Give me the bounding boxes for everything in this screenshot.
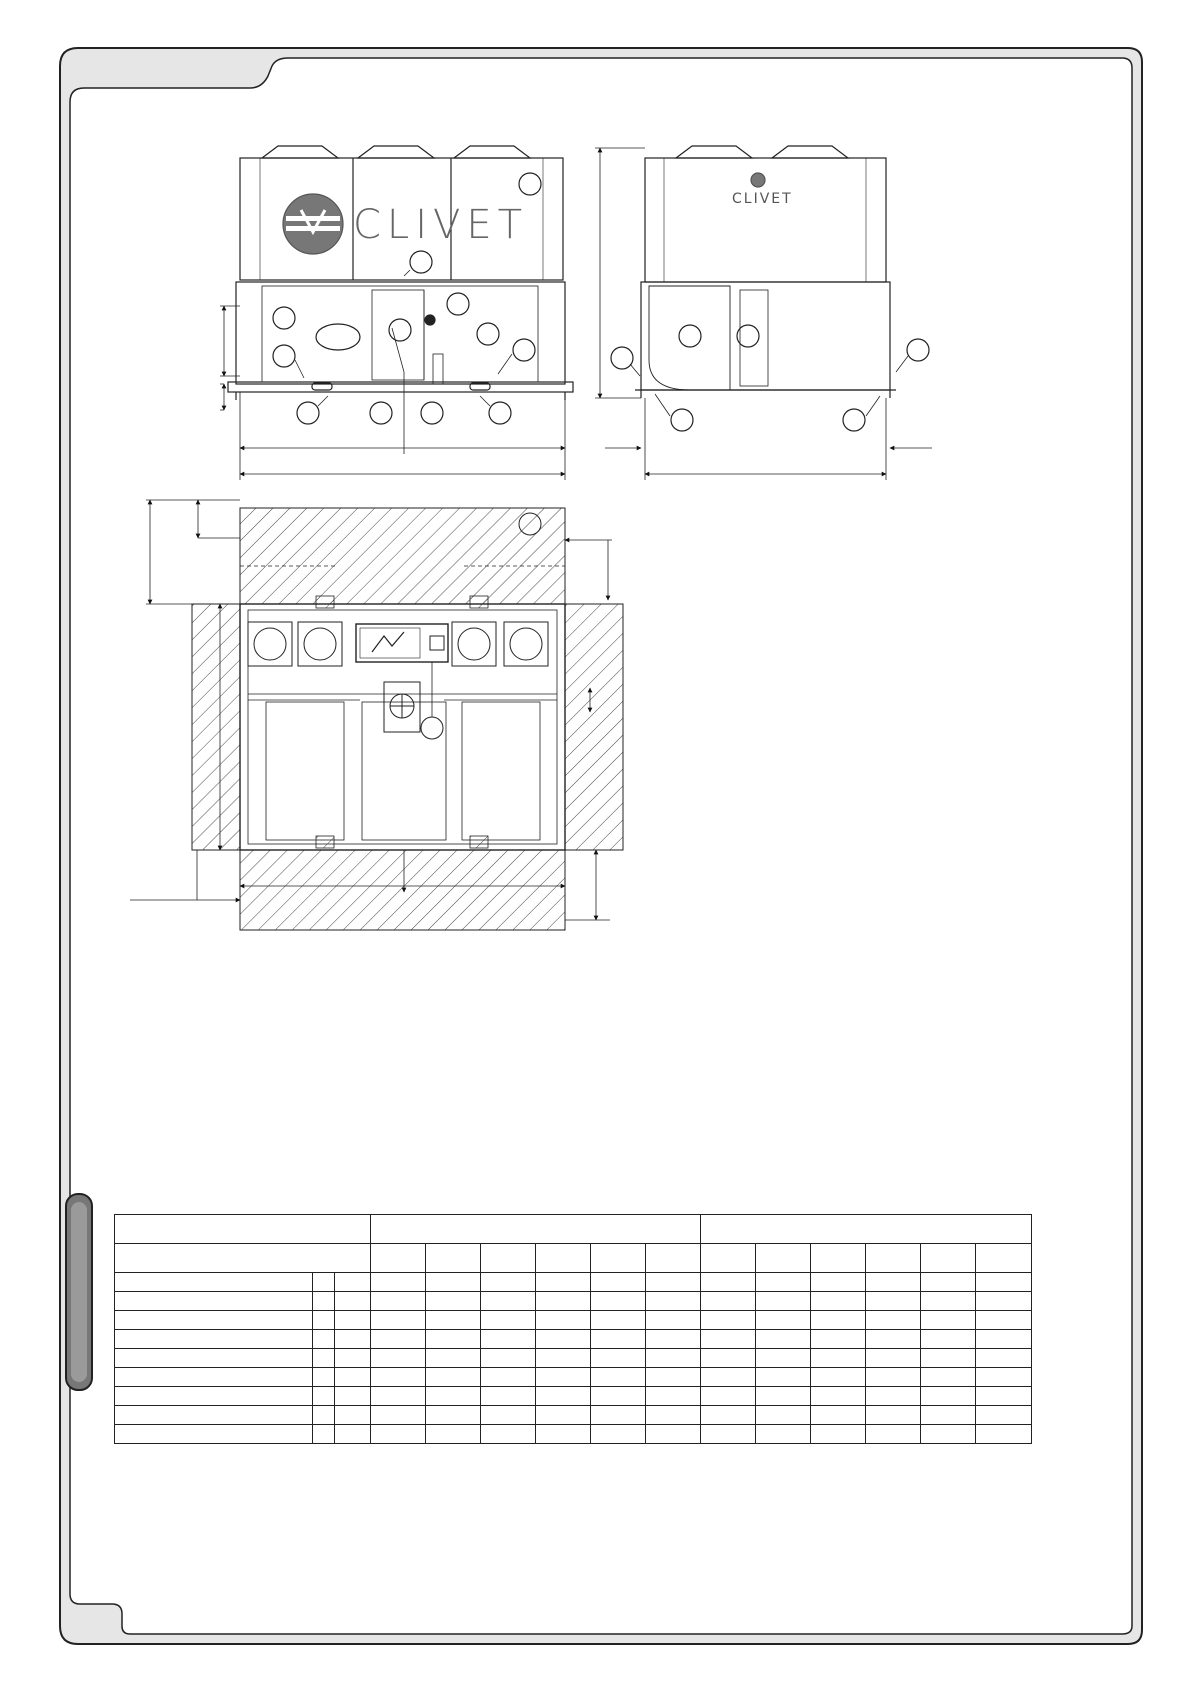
clearance-zone-left bbox=[192, 604, 240, 850]
callout-marker bbox=[421, 402, 443, 424]
callout-marker bbox=[273, 307, 295, 329]
callout-marker bbox=[843, 409, 865, 431]
table-row bbox=[115, 1406, 1032, 1425]
clearance-zone-top bbox=[240, 508, 565, 604]
specification-table bbox=[114, 1214, 1032, 1444]
fan-guards-side bbox=[676, 146, 848, 158]
plan-view bbox=[130, 500, 623, 930]
callout-marker bbox=[273, 345, 295, 367]
table-row bbox=[115, 1349, 1032, 1368]
callout-marker bbox=[447, 293, 469, 315]
clearance-zone-bottom bbox=[240, 850, 565, 930]
clivet-logo-icon bbox=[283, 194, 343, 254]
callout-marker bbox=[297, 402, 319, 424]
table-header-cell bbox=[115, 1244, 371, 1273]
table-row bbox=[115, 1273, 1032, 1292]
front-dimensions bbox=[220, 306, 565, 480]
table-row bbox=[115, 1368, 1032, 1387]
brand-logo-text-small: CLIVET bbox=[732, 191, 793, 207]
callout-marker bbox=[907, 339, 929, 361]
callout-marker bbox=[489, 402, 511, 424]
table-row bbox=[115, 1330, 1032, 1349]
table-header-cell bbox=[371, 1215, 701, 1244]
brand-logo-text: CLIVET bbox=[353, 202, 529, 248]
callout-marker bbox=[477, 323, 499, 345]
clearance-zone-right bbox=[565, 604, 623, 850]
table-size-header-row bbox=[115, 1244, 1032, 1273]
table-header-cell bbox=[115, 1215, 371, 1244]
front-elevation-view bbox=[220, 146, 573, 480]
callout-marker bbox=[679, 325, 701, 347]
compressor-section bbox=[236, 282, 565, 384]
table-row bbox=[115, 1292, 1032, 1311]
table-header-cell bbox=[701, 1215, 1032, 1244]
table-group-header-row bbox=[115, 1215, 1032, 1244]
side-condenser-section bbox=[645, 158, 886, 282]
clivet-logo-small-icon bbox=[751, 173, 765, 187]
callout-marker bbox=[671, 409, 693, 431]
callout-marker bbox=[370, 402, 392, 424]
callout-marker bbox=[611, 347, 633, 369]
table-row bbox=[115, 1387, 1032, 1406]
table-row bbox=[115, 1311, 1032, 1330]
callout-marker bbox=[513, 339, 535, 361]
fan-guards-front bbox=[262, 146, 530, 158]
callout-marker bbox=[410, 251, 432, 273]
table-row bbox=[115, 1425, 1032, 1444]
callout-marker bbox=[519, 173, 541, 195]
side-compressor-section bbox=[641, 282, 890, 390]
electric-panel bbox=[356, 624, 448, 662]
